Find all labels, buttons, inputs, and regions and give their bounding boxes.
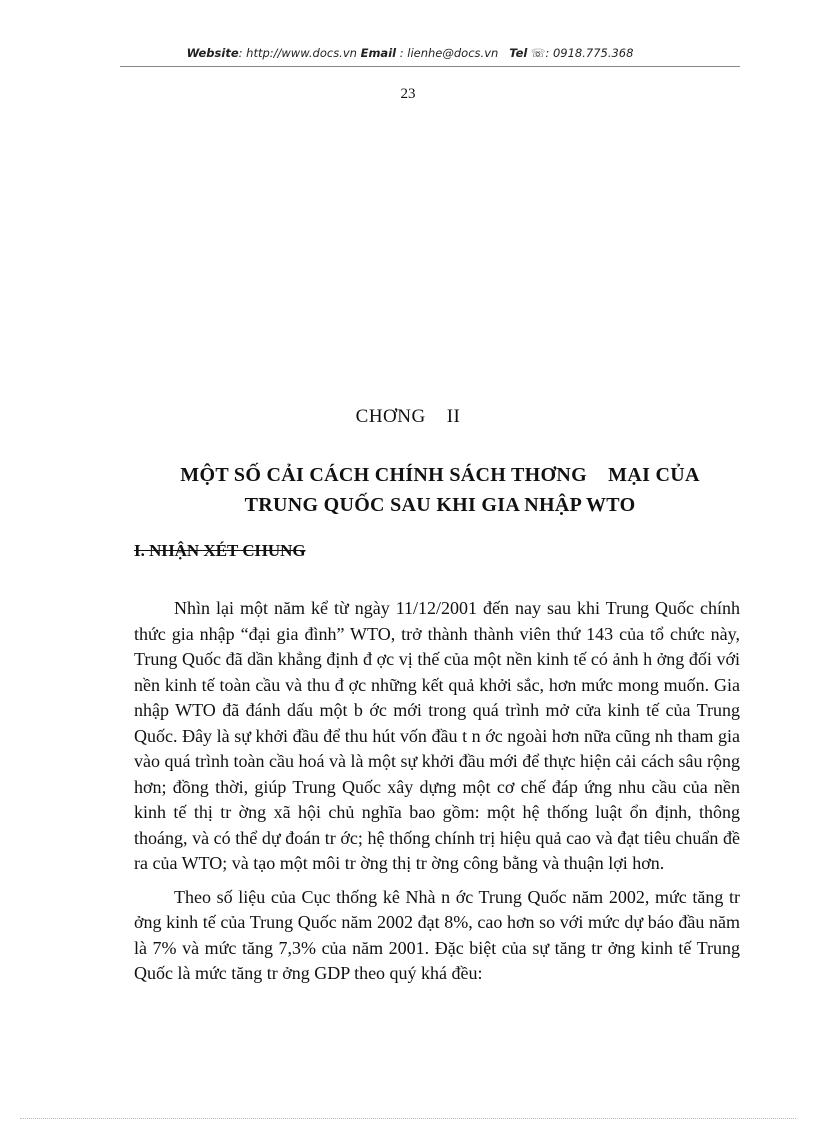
chapter-title — [120, 460, 760, 520]
paragraph: Nhìn lại một năm kể từ ngày 11/12/2001 đến nay sau khi Trung Quốc chính thức gia nhập “đại gia đình” WTO, trở thành thành viên thứ 143 của tổ chức này, Trung Quốc đã dần khẳng định đ ợc vị thế của một nền kinh tế có ảnh h ởng đối với nền kinh tế toàn cầu và thu đ ợc những kết quả khởi sắc, hơn mức mong muốn. Gia nhập WTO đã đánh dấu một b ớc mới trong quá trình mở cửa kinh tế của Trung Quốc. Đây là sự khởi đầu để thu hút vốn đầu t n ớc ngoài hơn nữa cũng nh tham gia vào quá trình toàn cầu hoá và là một sự khởi đầu mới để thực hiện cải cách sâu rộng hơn; đồng thời, giúp Trung Quốc xây dựng một cơ chế đáp ứng nhu cầu của nền kinh tế thị tr ờng xã hội chủ nghĩa bao gồm: một hệ thống luật ổn định, thông thoáng, và có thể dự đoán tr ớc; hệ thống chính trị hiệu quả cao và đạt tiêu chuẩn đề ra của WTO; và tạo một môi tr ờng thị tr ờng công bằng và thuận lợi hơn. — [134, 598, 740, 873]
tel-label: Tel — [509, 46, 528, 60]
section-heading: I. NHẬN XÉT CHUNG — [134, 541, 306, 560]
body-text — [134, 596, 740, 995]
chapter-label: CHƠNG II — [355, 406, 461, 427]
footer-divider — [20, 1118, 796, 1119]
page-number: 23 — [400, 86, 416, 102]
website-value: : http://www.docs.vn — [238, 46, 357, 60]
paragraph: Theo số liệu của Cục thống kê Nhà n ớc Trung Quốc năm 2002, mức tăng tr ởng kinh tế của Trung Quốc năm 2002 đạt 8%, cao hơn so với mức dự báo đầu năm là 7% và mức tăng 7,3% của năm 2001. Đặc biệt của sự tăng tr ởng kinh tế Trung Quốc là mức tăng tr ởng GDP theo quý khá đều: — [134, 886, 740, 983]
page-header — [80, 46, 740, 60]
tel-value: : 0918.775.368 — [545, 46, 634, 60]
email-label: Email — [360, 46, 397, 60]
chapter-title-line-1: MỘT SỐ CẢI CÁCH CHÍNH SÁCH THƠNG MẠI CỦA — [180, 464, 700, 486]
email-value: : lienhe@docs.vn — [399, 46, 499, 60]
header-divider — [120, 66, 740, 67]
chapter-title-line-2: TRUNG QUỐC SAU KHI GIA NHẬP WTO — [244, 494, 636, 516]
phone-icon: ☏ — [531, 46, 546, 60]
website-label: Website — [186, 46, 239, 60]
